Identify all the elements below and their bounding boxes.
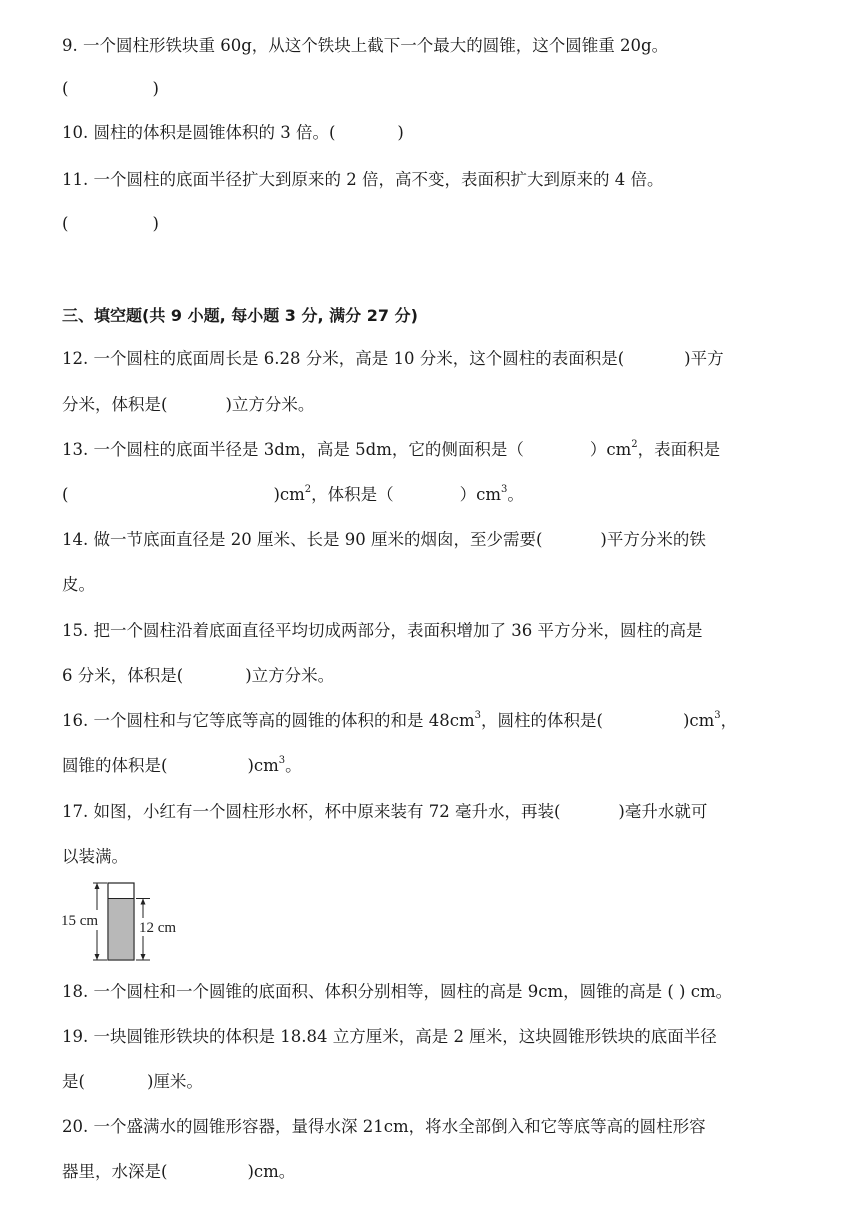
- question-20-line-2: 器里，水深是( )cm。: [62, 1162, 296, 1181]
- question-14-line-1: 14. 做一节底面直径是 20 厘米、长是 90 厘米的烟囱，至少需要( )平方分米的铁: [62, 530, 706, 549]
- answer-blank-9[interactable]: ( ): [62, 79, 159, 98]
- question-20-line-1: 20. 一个盛满水的圆锥形容器，量得水深 21cm，将水全部倒入和它等底等高的圆柱形容: [62, 1117, 706, 1136]
- answer-blank-11[interactable]: ( ): [62, 214, 159, 233]
- section-title: 三、填空题(共 9 小题, 每小题 3 分, 满分 27 分): [62, 306, 418, 325]
- question-18: 18. 一个圆柱和一个圆锥的底面积、体积分别相等，圆柱的高是 9cm，圆锥的高是 ( ) cm。: [62, 982, 733, 1001]
- question-11: 11. 一个圆柱的底面半径扩大到原来的 2 倍，高不变，表面积扩大到原来的 4 倍。: [62, 170, 664, 189]
- question-16-line-2: 圆锥的体积是( )$cm^3$。: [62, 754, 302, 775]
- question-14-line-2: 皮。: [62, 575, 95, 594]
- question-12-line-2: 分米，体积是( )立方分米。: [62, 395, 315, 414]
- question-19-line-1: 19. 一块圆锥形铁块的体积是 18.84 立方厘米，高是 2 厘米，这块圆锥形铁块的底面半径: [62, 1027, 717, 1046]
- question-17-line-2: 以装满。: [62, 847, 128, 866]
- question-13-line-1: 13. 一个圆柱的底面半径是 3dm，高是 5dm，它的侧面积是（ ）$cm^2$，表面积是: [62, 438, 721, 459]
- cup-water: [108, 899, 134, 961]
- question-13-line-2: ( )$cm^2$，体积是（ ）$cm^3$。: [62, 483, 524, 504]
- right-dimension-label: 12 cm: [139, 920, 177, 936]
- question-12-line-1: 12. 一个圆柱的底面周长是 6.28 分米，高是 10 分米，这个圆柱的表面积是( )平方: [62, 349, 724, 368]
- question-9: 9. 一个圆柱形铁块重 60g，从这个铁块上截下一个最大的圆锥，这个圆锥重 20g。: [62, 36, 669, 55]
- question-17-line-1: 17. 如图，小红有一个圆柱形水杯，杯中原来装有 72 毫升水，再装( )毫升水就可: [62, 802, 708, 821]
- question-10: 10. 圆柱的体积是圆锥体积的 3 倍。( ): [62, 123, 404, 142]
- left-dimension-label: 15 cm: [61, 913, 99, 929]
- question-16-line-1: 16. 一个圆柱和与它等底等高的圆锥的体积的和是 $48cm^3$，圆柱的体积是( )$cm^3$，: [62, 709, 738, 730]
- question-15-line-2: 6 分米，体积是( )立方分米。: [62, 666, 335, 685]
- question-15-line-1: 15. 把一个圆柱沿着底面直径平均切成两部分，表面积增加了 36 平方分米，圆柱的高是: [62, 621, 703, 640]
- question-19-line-2: 是( )厘米。: [62, 1072, 203, 1091]
- cup-figure: [60, 880, 190, 966]
